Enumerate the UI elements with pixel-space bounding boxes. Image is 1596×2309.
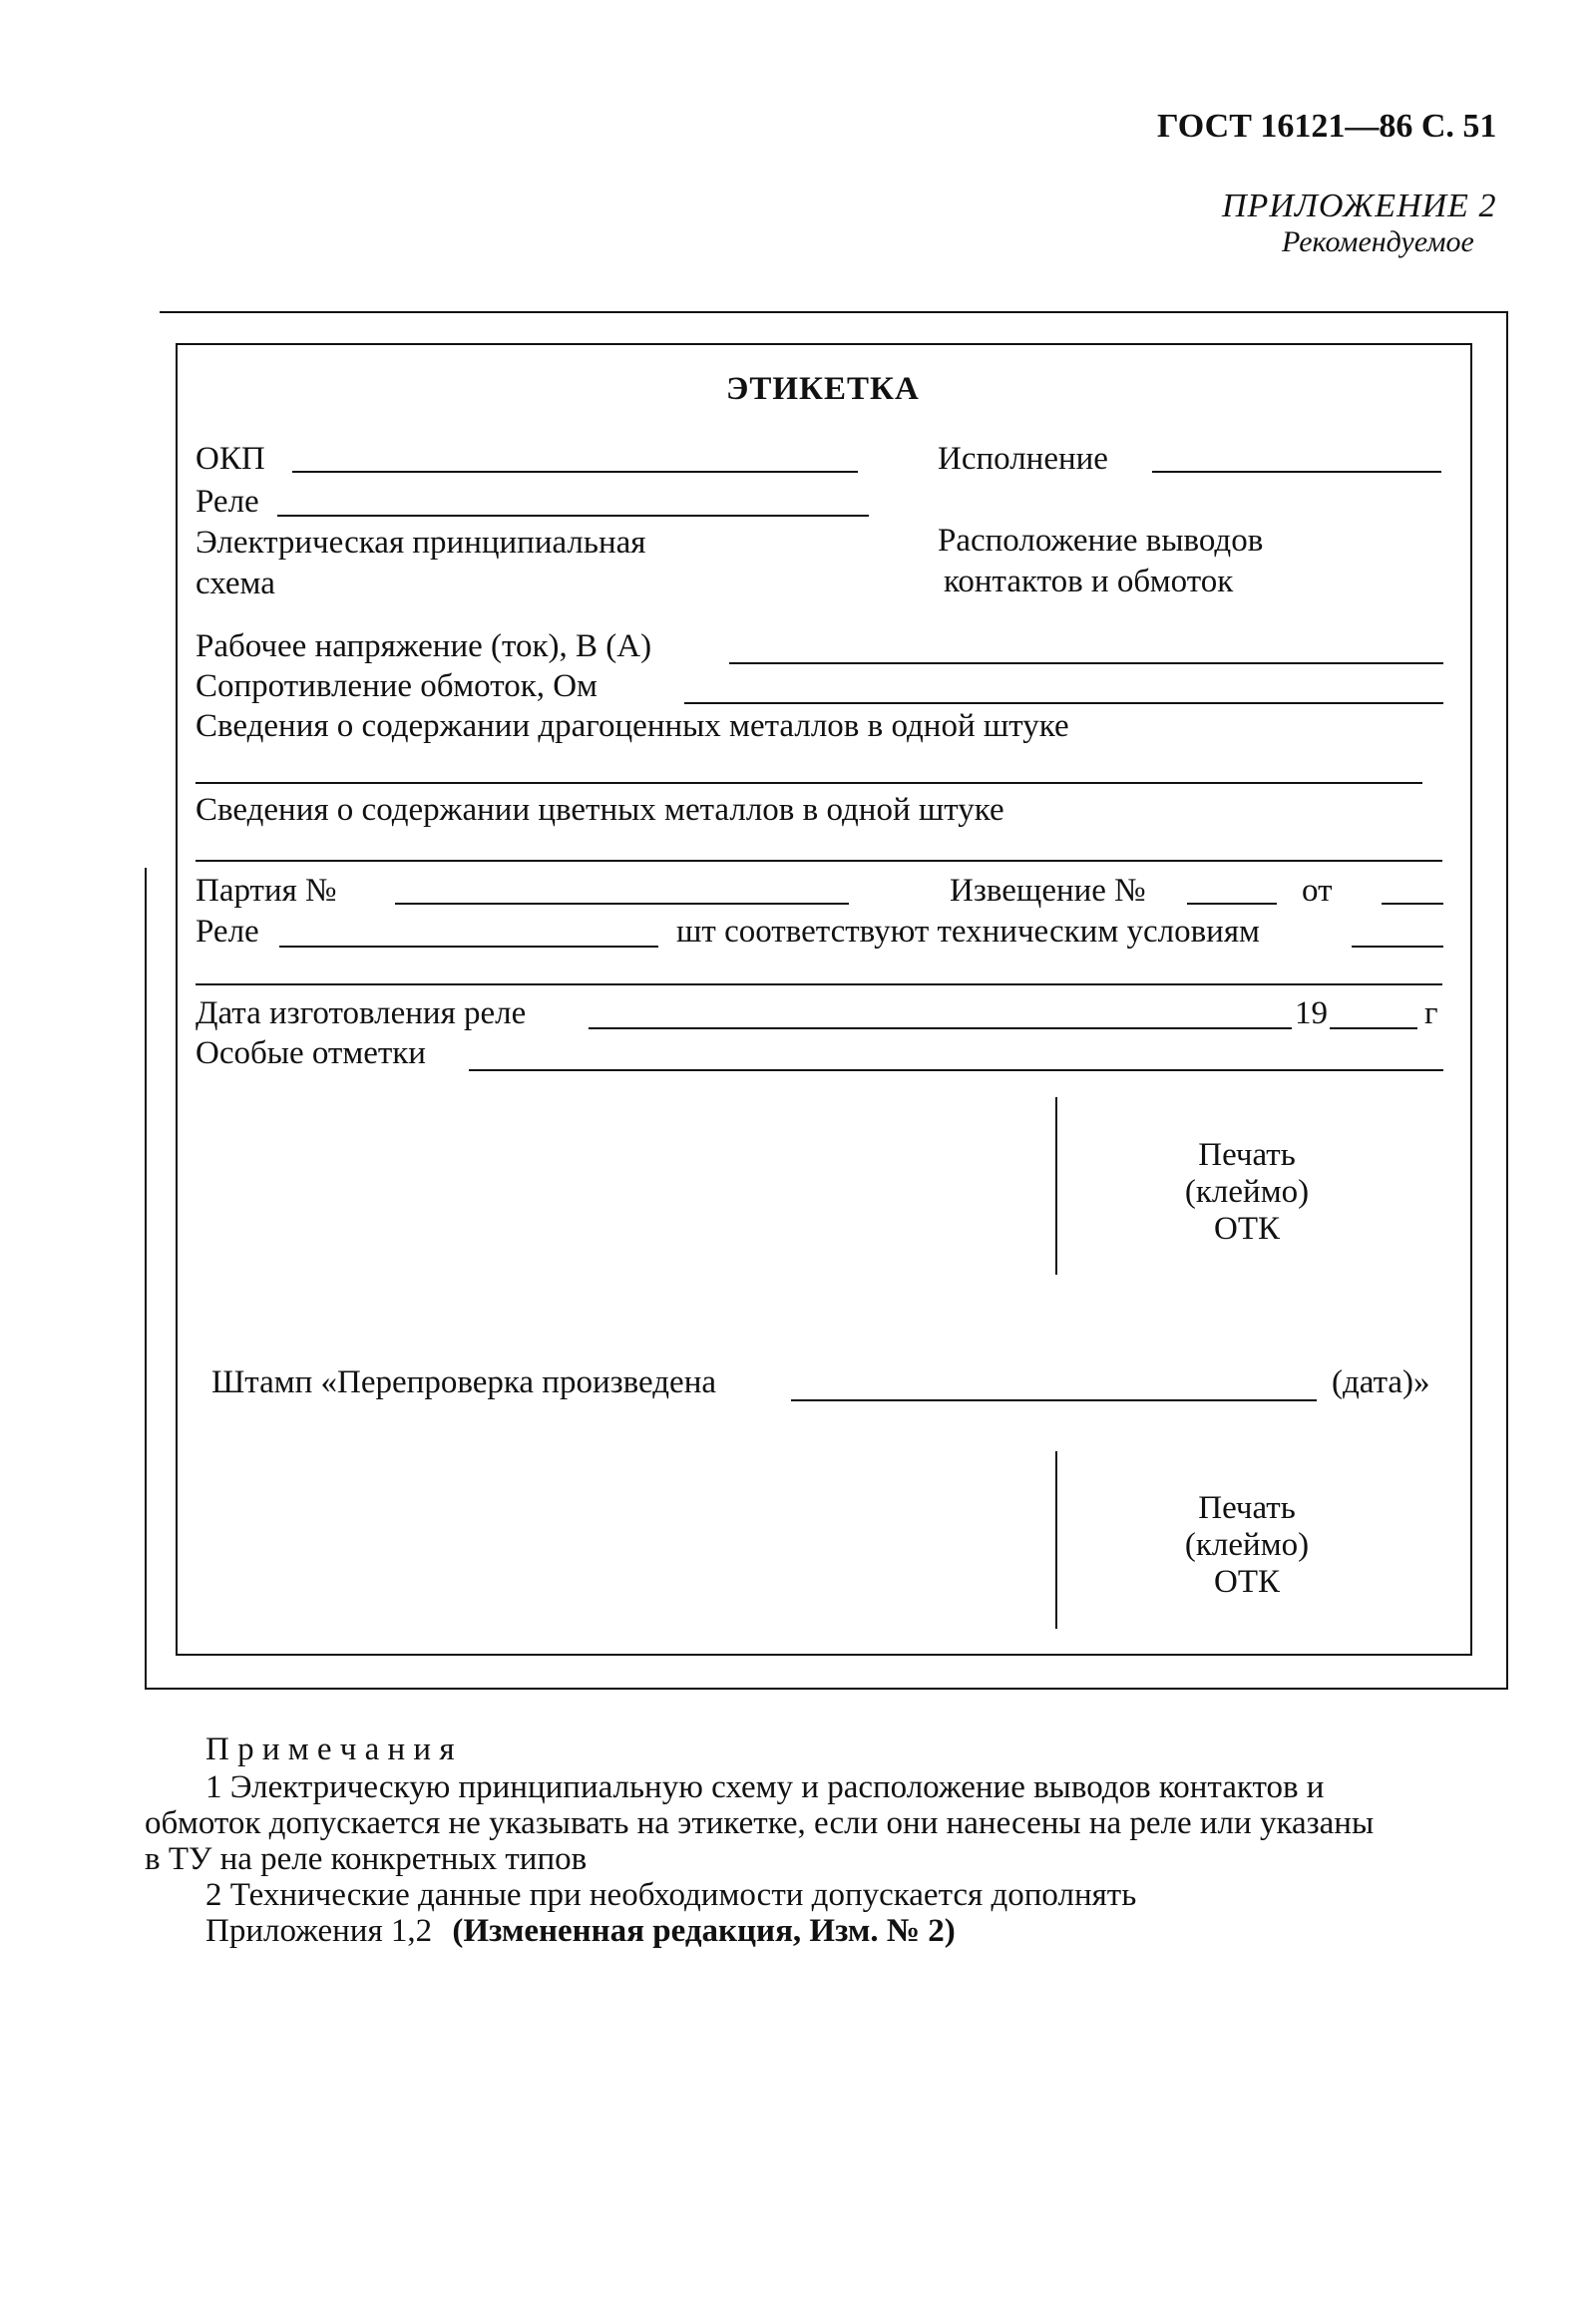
appendices-ref	[205, 1915, 956, 1948]
manufacture-date-label: Дата изготовления реле	[196, 995, 527, 1031]
blank-line[interactable]	[196, 983, 1442, 985]
year-field[interactable]	[1330, 1027, 1417, 1029]
okp-label: ОКП	[196, 441, 265, 477]
special-marks-label: Особые отметки	[196, 1035, 426, 1071]
note2: 2 Технические данные при необходимости допускается дополнять	[205, 1877, 1137, 1913]
note1-line1: 1 Электрическую принципиальную схему и расположение выводов контактов и	[205, 1769, 1325, 1805]
stamp1-divider	[1055, 1097, 1057, 1275]
precious-metals-label: Сведения о содержании драгоценных металлов в одной штуке	[196, 708, 1069, 744]
notice-date-field[interactable]	[1382, 903, 1443, 905]
relay-field[interactable]	[277, 515, 869, 517]
appendix-status: Рекомендуемое	[1282, 225, 1474, 258]
stamp2-block	[1137, 1490, 1357, 1601]
resistance-label: Сопротивление обмоток, Ом	[196, 668, 598, 704]
stamp1-line2: (клеймо)	[1184, 1174, 1310, 1210]
note1-line2: обмоток допускается не указывать на этикетке, если они нанесены на реле или указаны	[145, 1805, 1375, 1841]
appendices-label: Приложения 1,2	[205, 1913, 433, 1949]
pins-label-line1: Расположение выводов	[938, 523, 1264, 559]
conformance-field[interactable]	[1352, 946, 1443, 948]
stamp2-line2: (клеймо)	[1184, 1527, 1310, 1563]
relay-label: Реле	[196, 484, 259, 520]
stamp2-line1: Печать	[1198, 1490, 1296, 1526]
relay-count-field[interactable]	[279, 946, 658, 948]
stamp2-divider	[1055, 1451, 1057, 1629]
notes-heading: П р и м е ч а н и я	[205, 1732, 455, 1767]
resistance-field[interactable]	[684, 702, 1443, 704]
notice-label: Извещение №	[950, 873, 1146, 909]
voltage-label: Рабочее напряжение (ток), В (А)	[196, 628, 652, 664]
pins-label-line2: контактов и обмоток	[944, 564, 1234, 599]
batch-label: Партия №	[196, 873, 337, 909]
appendix-title: ПРИЛОЖЕНИЕ 2	[1222, 188, 1497, 224]
recheck-date-label: (дата)»	[1332, 1364, 1430, 1400]
revision-note: (Измененная редакция, Изм. № 2)	[452, 1913, 956, 1949]
nonferrous-metals-label: Сведения о содержании цветных металлов в одной штуке	[196, 792, 1004, 828]
conformance-label: шт соответствуют техническим условиям	[676, 914, 1260, 950]
special-marks-field[interactable]	[469, 1069, 1443, 1071]
precious-metals-field[interactable]	[196, 782, 1422, 784]
year-prefix: 19	[1295, 995, 1328, 1031]
notice-from-label: от	[1302, 873, 1333, 909]
recheck-label: Штамп «Перепроверка произведена	[211, 1364, 717, 1400]
stamp1-line1: Печать	[1198, 1137, 1296, 1173]
execution-label: Исполнение	[938, 441, 1108, 477]
standard-reference: ГОСТ 16121—86 С. 51	[1157, 108, 1497, 145]
notice-field[interactable]	[1187, 903, 1277, 905]
stamp1-block	[1137, 1137, 1357, 1248]
execution-field[interactable]	[1152, 471, 1441, 473]
okp-field[interactable]	[292, 471, 858, 473]
recheck-field[interactable]	[791, 1399, 1317, 1401]
manufacture-date-field[interactable]	[589, 1027, 1292, 1029]
note1-line3: в ТУ на реле конкретных типов	[145, 1841, 588, 1877]
scheme-label-line2: схема	[196, 566, 275, 601]
year-suffix: г	[1424, 995, 1438, 1031]
batch-field[interactable]	[395, 903, 849, 905]
nonferrous-metals-field[interactable]	[196, 860, 1442, 862]
scheme-label-line1: Электрическая принципиальная	[196, 525, 646, 561]
stamp1-line3: ОТК	[1214, 1211, 1280, 1247]
relay-count-label: Реле	[196, 914, 259, 950]
stamp2-line3: ОТК	[1214, 1564, 1280, 1600]
label-title: ЭТИКЕТКА	[726, 371, 920, 407]
voltage-field[interactable]	[729, 662, 1443, 664]
